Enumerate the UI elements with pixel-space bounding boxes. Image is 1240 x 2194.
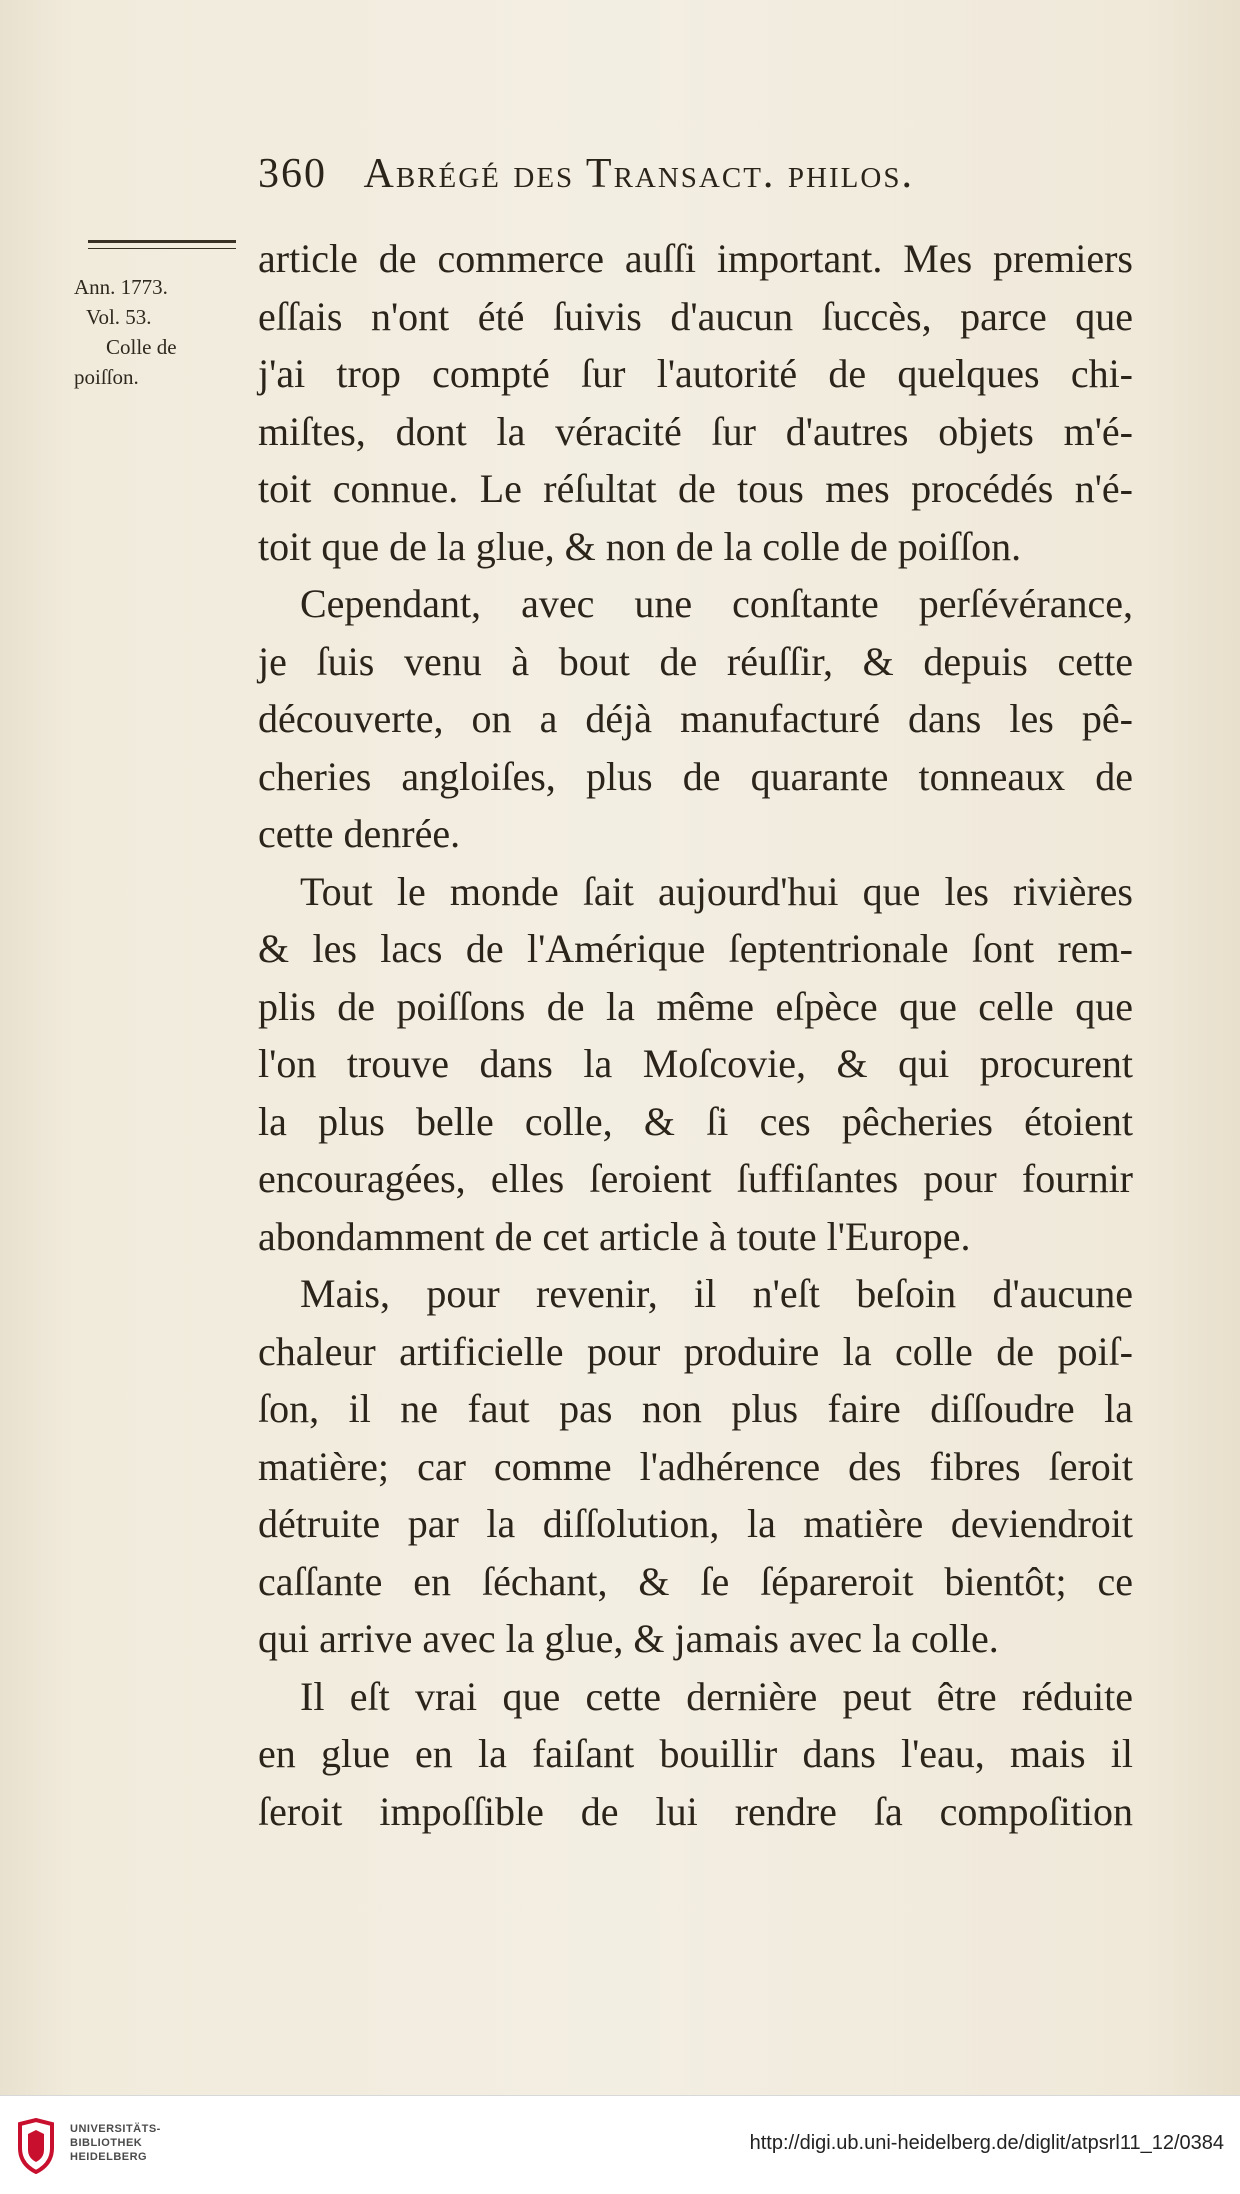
text-line: l'on trouve dans la Moſcovie, & qui procurent [258,1041,1133,1086]
text-line: miſtes, dont la véracité ſur d'autres objets m'é- [258,408,1133,454]
text-line: la plus belle colle, & ſi ces pêcheries étoient [258,1098,1133,1144]
text-line: ſon, il ne faut pas non plus faire diſſoudre la [258,1386,1133,1431]
university-logo-icon[interactable] [14,2118,58,2174]
paragraph-start: Tout le monde ſait aujourd'hui que les rivières [300,868,1133,914]
text-line: toit connue. Le réſultat de tous mes procédés n'é- [258,466,1133,511]
margin-note-subject-2: poiſſon. [74,365,139,389]
library-name-line: HEIDELBERG [70,2151,148,2163]
text-line: matière; car comme l'adhérence des fibres ſeroit [258,1443,1133,1489]
paragraph-start: Cependant, avec une conſtante perſévérance, [300,581,1133,626]
text-line: caſſante en ſéchant, & ſe ſépareroit bientôt; ce [258,1558,1133,1604]
text-line: détruite par la diſſolution, la matière deviendroit [258,1501,1133,1546]
text-line: ſeroit impoſſible de lui rendre ſa compoſition [258,1788,1133,1834]
text-line: abondamment de cet article à toute l'Europe. [258,1213,971,1259]
margin-note [70,272,245,392]
text-line: & les lacs de l'Amérique ſeptentrionale ſont rem- [258,926,1133,971]
text-line: j'ai trop compté ſur l'autorité de quelques chi- [258,351,1133,396]
text-line: découverte, on a déjà manufacturé dans les pê- [258,696,1133,741]
text-line: toit que de la glue, & non de la colle de poiſſon. [258,523,1022,569]
text-line: cheries angloiſes, plus de quarante tonneaux de [258,753,1133,799]
library-name-line: BIBLIOTHEK [70,2137,143,2149]
text-line: qui arrive avec la glue, & jamais avec la colle. [258,1616,999,1661]
running-title: Abrégé des Transact. philos. [363,151,914,197]
text-line: je ſuis venu à bout de réuſſir, & depuis cette [258,638,1133,684]
margin-note-subject-1: Colle de [106,335,177,359]
margin-note-year: Ann. 1773. [74,275,168,299]
body-text [258,230,1133,1840]
text-line: en glue en la faiſant bouillir dans l'eau, mais il [258,1731,1133,1776]
margin-rule [88,240,236,243]
margin-note-volume: Vol. 53. [86,305,152,329]
text-line: eſſais n'ont été ſuivis d'aucun ſuccès, parce que [258,293,1133,339]
library-name[interactable] [70,2122,161,2164]
library-name-line: UNIVERSITÄTS- [70,2123,161,2135]
viewer-footer [0,2095,1240,2194]
paragraph-start: Il eſt vrai que cette dernière peut être réduite [300,1673,1133,1719]
text-line: article de commerce auſſi important. Mes premiers [258,236,1133,281]
paragraph-start: Mais, pour revenir, il n'eſt beſoin d'aucune [300,1271,1133,1316]
page-number: 360 [258,151,327,197]
running-head [258,150,1138,198]
permalink-url[interactable]: http://digi.ub.uni-heidelberg.de/diglit/atpsrl11_12/0384 [749,2132,1224,2154]
text-line: encouragées, elles ſeroient ſuffiſantes pour fournir [258,1156,1133,1201]
text-line: cette denrée. [258,811,461,856]
margin-rule-thin [88,248,236,249]
text-line: chaleur artificielle pour produire la colle de poiſ- [258,1328,1133,1374]
text-line: plis de poiſſons de la même eſpèce que celle que [258,983,1133,1029]
